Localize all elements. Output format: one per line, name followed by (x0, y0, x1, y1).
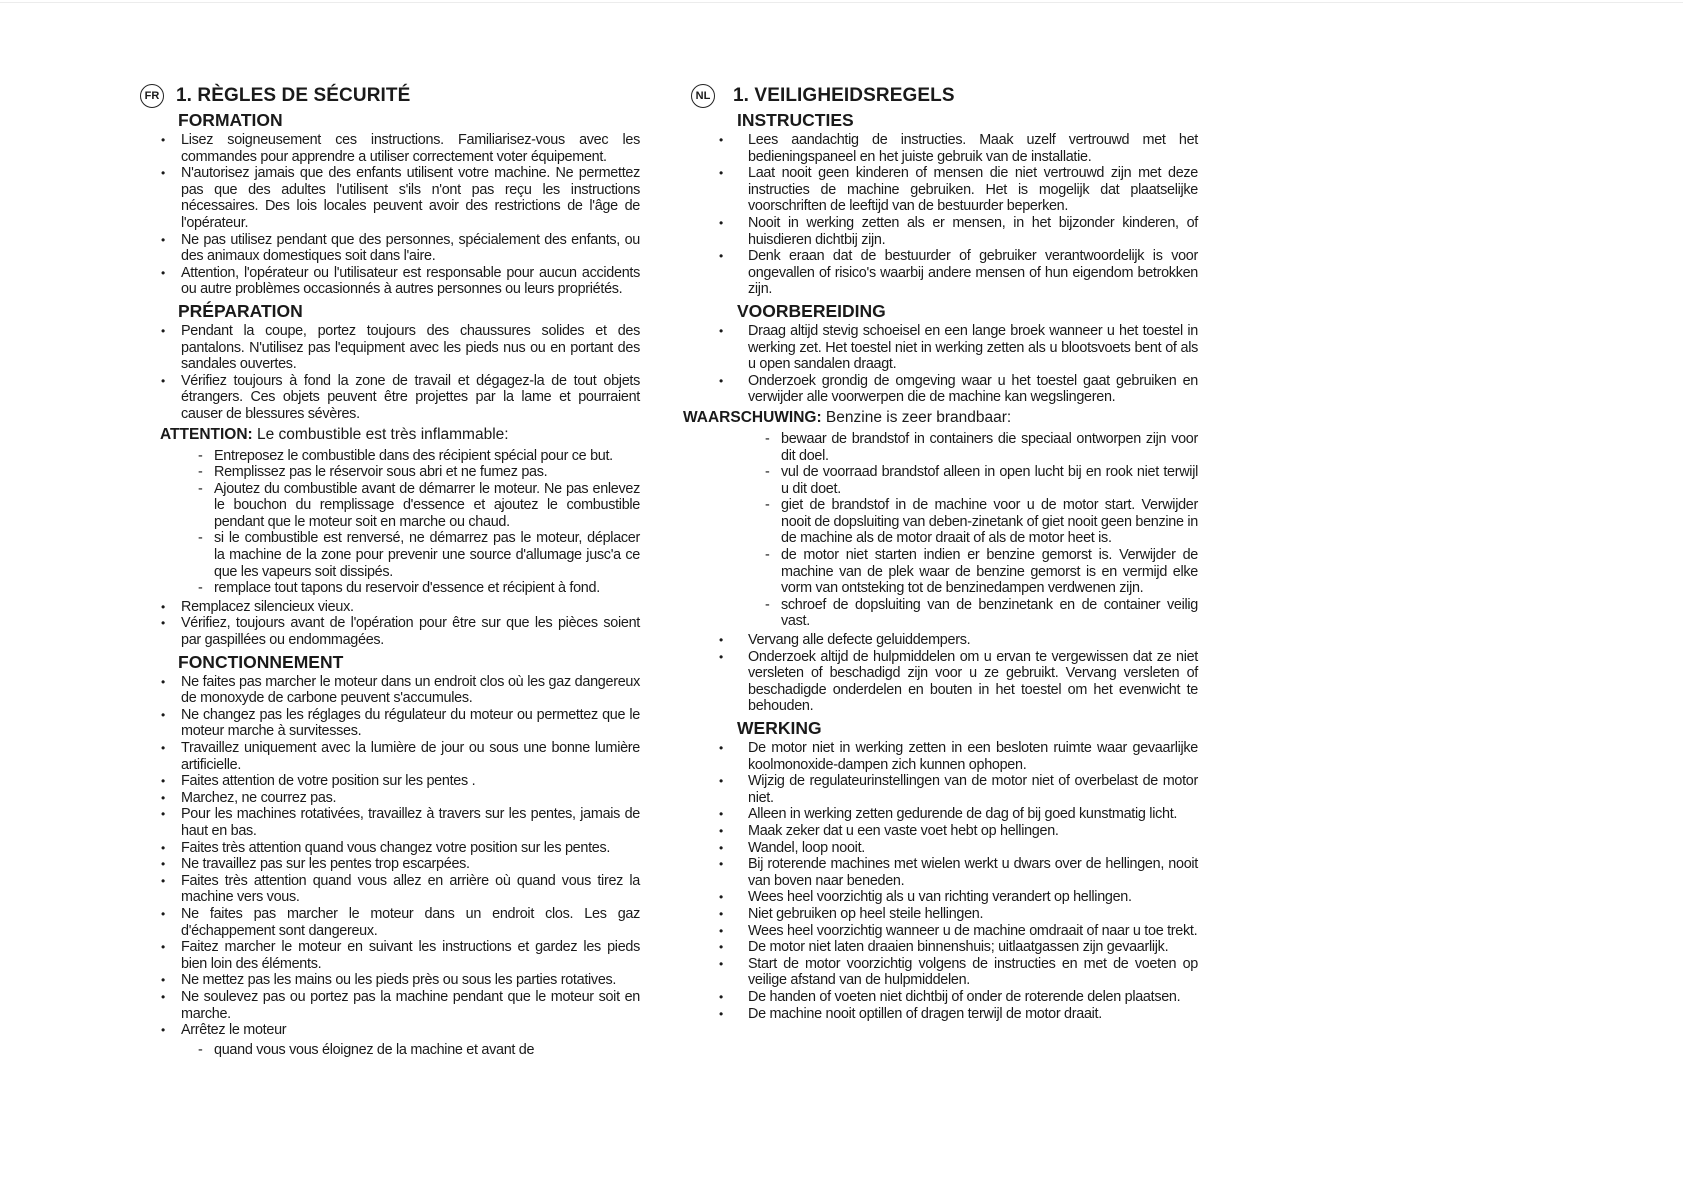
list-werking (693, 740, 1198, 1022)
list-item: • Denk eraan dat de bestuurder of gebruiker verantwoordelijk is voor ongevallen of risico's waarbij andere mensen of hun eigendom betrokken zijn. (693, 248, 1198, 298)
dutch-column (683, 84, 1198, 1025)
subheading-formation: FORMATION (178, 110, 283, 130)
list-item: • Pour les machines rotativées, travaillez à travers sur les pentes, jamais de haut en bas. (140, 806, 640, 839)
list-item: • Travaillez uniquement avec la lumière de jour ou sous une bonne lumière artificielle. (140, 740, 640, 773)
list-item: • Maak zeker dat u een vaste voet hebt op hellingen. (693, 823, 1198, 840)
list-item: • Faites attention de votre position sur les pentes . (140, 773, 640, 790)
list-item: • Alleen in werking zetten gedurende de dag of bij goed kunstmatig licht. (693, 806, 1198, 823)
list-item: • Ne pas utilisez pendant que des personnes, spécialement des enfants, ou des animaux domestiques soit dans l'aire. (140, 232, 640, 265)
fuel-warning-fr (160, 426, 640, 444)
list-item: • Faites très attention quand vous changez votre position sur les pentes. (140, 840, 640, 857)
list-item: • Niet gebruiken op heel steile hellingen. (693, 906, 1198, 923)
list-item: • Marchez, ne courrez pas. (140, 790, 640, 807)
list-item: • De machine nooit optillen of dragen terwijl de motor draait. (693, 1006, 1198, 1023)
list-item: • Arrêtez le moteur (140, 1022, 640, 1039)
subheading-werking: WERKING (737, 718, 822, 738)
list-fonctionnement (140, 674, 640, 1039)
list-item: • Ne changez pas les réglages du régulateur du moteur ou permettez que le moteur marche à survitesses. (140, 707, 640, 740)
list-instructies (693, 132, 1198, 298)
subheading-fonctionnement: FONCTIONNEMENT (178, 651, 344, 672)
subheading-instructies: INSTRUCTIES (737, 110, 854, 130)
list-item: - schroef de dopsluiting van de benzinetank en de container veilig vast. (693, 597, 1198, 630)
list-item: - Entreposez le combustible dans des récipient spécial pour ce but. (140, 448, 640, 465)
list-item: - si le combustible est renversé, ne démarrez pas le moteur, déplacer la machine de la zone pour prevenir une source d'allumage jusc'a ce que les vapeurs soit dissipés. (140, 530, 640, 580)
page-title-fr: 1. RÈGLES DE SÉCURITÉ (176, 85, 411, 106)
fuel-warning-nl (683, 409, 1198, 427)
list-after-fuel-fr (140, 599, 640, 649)
list-item: • Onderzoek altijd de hulpmiddelen om u ervan te vergewissen dat ze niet versleten of beschadigd zijn voor u ze gebruikt. Vervang versleten of beschadigde onderdelen en bouten in het toestel om het evenwicht te behouden. (693, 649, 1198, 715)
list-item: • Faites très attention quand vous allez en arrière où quand vous tirez la machine vers vous. (140, 873, 640, 906)
list-item: • Remplacez silencieux vieux. (140, 599, 640, 616)
list-item: • Wees heel voorzichtig wanneer u de machine omdraait of naar u toe trekt. (693, 923, 1198, 940)
list-item: • Vérifiez toujours à fond la zone de travail et dégagez-la de tout objets étrangers. Ces objets peuvent être projettes par la lame et pourraient causer de blessures sévères. (140, 373, 640, 423)
list-item: • Laat nooit geen kinderen of mensen die niet vertrouwd zijn met deze instructies de machine gebruiken. Het is mogelijk dat plaatselijke voorschriften de leeftijd van de bestuurder beperken. (693, 165, 1198, 215)
list-item: • Wees heel voorzichtig als u van richting verandert op hellingen. (693, 889, 1198, 906)
list-item: - Ajoutez du combustible avant de démarrer le moteur. Ne pas enlevez le bouchon du remplissage d'essence et ajoutez le combustible pendant que le moteur soit en marche ou chaud. (140, 481, 640, 531)
list-item: - remplace tout tapons du reservoir d'essence et récipient à fond. (140, 580, 640, 597)
list-item: • Lees aandachtig de instructies. Maak uzelf vertrouwd met het bedieningspaneel en het juiste gebruik van de installatie. (693, 132, 1198, 165)
list-item: • Onderzoek grondig de omgeving waar u het toestel gaat gebruiken en verwijder alle voorwerpen die de machine kan wegslingeren. (693, 373, 1198, 406)
language-badge-nl: NL (691, 84, 715, 108)
list-item: • Vervang alle defecte geluiddempers. (693, 632, 1198, 649)
list-item: • Vérifiez, toujours avant de l'opération pour être sur que les pièces soient par gaspillées ou endommagées. (140, 615, 640, 648)
list-item: • Ne soulevez pas ou portez pas la machine pendant que le moteur soit en marche. (140, 989, 640, 1022)
list-item: - quand vous vous éloignez de la machine et avant de (140, 1042, 640, 1059)
subheading-preparation: PRÉPARATION (178, 300, 303, 321)
list-item: • Bij roterende machines met wielen werkt u dwars over de hellingen, nooit van boven naar beneden. (693, 856, 1198, 889)
french-column (140, 84, 640, 1060)
list-item: • Ne faites pas marcher le moteur dans un endroit clos. Les gaz d'échappement sont dangereux. (140, 906, 640, 939)
list-item: - bewaar de brandstof in containers die speciaal ontworpen zijn voor dit doel. (693, 431, 1198, 464)
page-title-nl: 1. VEILIGHEIDSREGELS (733, 85, 955, 106)
section-heading-fr (140, 84, 640, 108)
warning-text: Le combustible est très inflammable: (252, 425, 509, 443)
warning-text: Benzine is zeer brandbaar: (821, 408, 1012, 426)
warning-label: WAARSCHUWING: (683, 408, 822, 426)
list-item: • Ne faites pas marcher le moteur dans un endroit clos où les gaz dangereux de monoxyde de carbone peuvent s'accumules. (140, 674, 640, 707)
list-item: • Nooit in werking zetten als er mensen, in het bijzonder kinderen, of huisdieren dichtbij zijn. (693, 215, 1198, 248)
list-preparation (140, 323, 640, 423)
list-item: • Start de motor voorzichtig volgens de instructies en met de voeten op veilige afstand van de hulpmiddelen. (693, 956, 1198, 989)
list-item: - vul de voorraad brandstof alleen in open lucht bij en rook niet terwijl u dit doet. (693, 464, 1198, 497)
list-item: • Faitez marcher le moteur en suivant les instructions et gardez les pieds bien loin des éléments. (140, 939, 640, 972)
warning-label: ATTENTION: (160, 425, 253, 443)
list-voorbereiding (693, 323, 1198, 406)
list-item: - giet de brandstof in de machine voor u de motor start. Verwijder nooit de dopsluiting van deben-zinetank of giet nooit geen benzine in de machine als de motor draait of als de motor heet is. (693, 497, 1198, 547)
scan-edge-line (0, 2, 1683, 3)
list-item: • De motor niet in werking zetten in een besloten ruimte waar gevaarlijke koolmonoxide-dampen zich kunnen ophopen. (693, 740, 1198, 773)
list-item: • Wijzig de regulateurinstellingen van de motor niet of overbelast de motor niet. (693, 773, 1198, 806)
list-fuel-fr (140, 448, 640, 597)
list-item: • Lisez soigneusement ces instructions. Familiarisez-vous avec les commandes pour apprendre a utiliser correctement voter équipement. (140, 132, 640, 165)
list-item: • De motor niet laten draaien binnenshuis; uitlaatgassen zijn gevaarlijk. (693, 939, 1198, 956)
language-badge-fr: FR (140, 84, 164, 108)
list-after-fuel-nl (693, 632, 1198, 715)
list-item: • Attention, l'opérateur ou l'utilisateur est responsable pour aucun accidents ou autre problèmes occasionnés à autres personnes ou leurs propriétés. (140, 265, 640, 298)
list-item: - Remplissez pas le réservoir sous abri et ne fumez pas. (140, 464, 640, 481)
list-fuel-nl (693, 431, 1198, 630)
list-item: • Ne mettez pas les mains ou les pieds près ou sous les parties rotatives. (140, 972, 640, 989)
section-heading-nl (693, 84, 1198, 108)
list-item: • Wandel, loop nooit. (693, 840, 1198, 857)
list-stop-engine-fr (140, 1042, 640, 1059)
list-item: • Draag altijd stevig schoeisel en een lange broek wanneer u het toestel in werking zet. Het toestel niet in werking zetten als u blootsvoets bent of als u open sandalen draagt. (693, 323, 1198, 373)
list-item: • Ne travaillez pas sur les pentes trop escarpées. (140, 856, 640, 873)
list-item: • Pendant la coupe, portez toujours des chaussures solides et des pantalons. N'utilisez pas l'equipment avec les pieds nus ou en portant des sandales ouvertes. (140, 323, 640, 373)
list-item: • N'autorisez jamais que des enfants utilisent votre machine. Ne permettez pas que des adultes l'utilisent s'ils n'ont pas reçu les instructions nécessaires. Des lois locales peuvent avoir des restrictions de l'âge de l'opérateur. (140, 165, 640, 231)
list-item: - de motor niet starten indien er benzine gemorst is. Verwijder de machine van de plek waar de benzine gemorst is en vermijd elke vorm van ontsteking tot de benzinedampen verdwenen zijn. (693, 547, 1198, 597)
subheading-voorbereiding: VOORBEREIDING (737, 300, 886, 321)
list-formation (140, 132, 640, 298)
list-item: • De handen of voeten niet dichtbij of onder de roterende delen plaatsen. (693, 989, 1198, 1006)
